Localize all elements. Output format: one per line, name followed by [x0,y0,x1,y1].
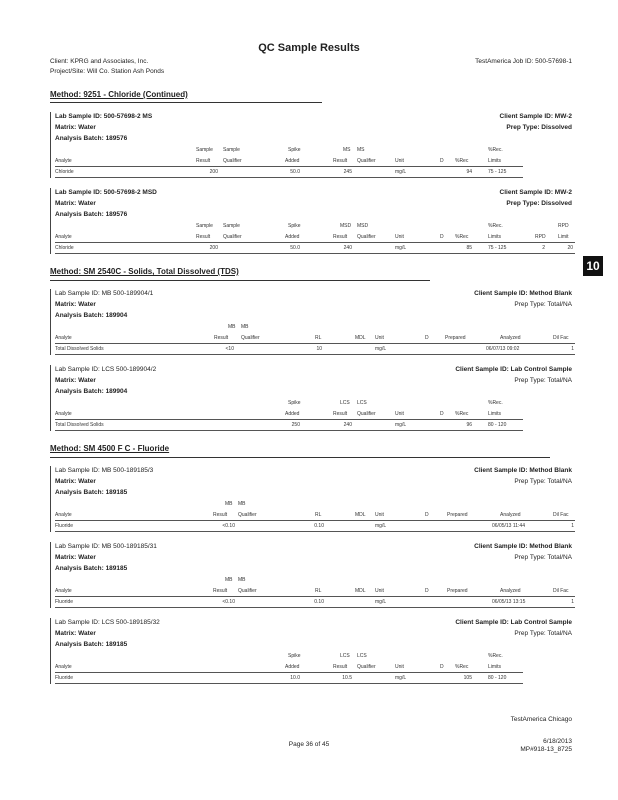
col-head: Unit [395,664,404,670]
method-divider [50,457,550,458]
col-head: MB [238,501,246,507]
lab-sample-id: Lab Sample ID: MB 500-189185/3 [55,467,154,474]
footer-lab: TestAmerica Chicago [510,716,572,723]
col-head: Qualifier [357,664,376,670]
matrix: Matrix: Water [55,124,96,131]
job-id: TestAmerica Job ID: 500-57698-1 [475,58,572,65]
col-head: Qualifier [238,512,257,518]
prep-type: Prep Type: Dissolved [506,124,572,131]
matrix: Matrix: Water [55,554,96,561]
mb-result: <10 [225,346,234,352]
mb-result: <0.10 [222,599,235,605]
unit: mg/L [375,346,387,352]
col-head: Result [333,411,348,417]
rec: 94 [466,169,472,175]
col-head: Added [285,234,300,240]
spike-added: 250 [291,422,300,428]
col-head: Unit [375,512,384,518]
rpd-limit: 20 [567,245,573,251]
analyte: Chloride [55,245,74,251]
analysis-batch: Analysis Batch: 189904 [55,312,128,319]
col-head: Result [333,664,348,670]
lab-sample-id: Lab Sample ID: 500-57698-2 MSD [55,189,157,196]
lab-sample-id: Lab Sample ID: LCS 500-189904/2 [55,366,157,373]
col-head: Limit [558,234,569,240]
col-head: Unit [395,158,404,164]
col-head: MS [343,147,351,153]
col-head: RL [315,588,322,594]
lab-sample-id: Lab Sample ID: MB 500-189185/31 [55,543,157,550]
col-head: Prepared [447,512,468,518]
col-head: Analyte [55,512,72,518]
col-head: Qualifier [223,234,242,240]
spike-added: 50.0 [290,245,300,251]
analyte: Fluoride [55,599,74,605]
col-head: Unit [395,411,404,417]
col-head: Result [196,234,211,240]
col-head: RL [315,512,322,518]
col-head: Qualifier [357,158,376,164]
col-head: Spike [288,400,301,406]
analyte: Chloride [55,169,74,175]
col-head: %Rec. [488,147,503,153]
client-sample-id: Client Sample ID: MW-2 [499,189,572,196]
project-site: Project/Site: Will Co. Station Ash Ponds [50,68,165,75]
row-rule [55,354,575,355]
header-rule [55,343,575,344]
rec: 85 [466,245,472,251]
block-bar [50,618,51,684]
col-head: Spike [288,223,301,229]
block-bar [50,466,51,532]
col-head: Analyte [55,588,72,594]
footer-date: 6/18/2013 [543,738,572,745]
prep-type: Prep Type: Total/NA [514,554,572,561]
col-head: Analyte [55,234,72,240]
col-head: Result [333,234,348,240]
prep-type: Prep Type: Total/NA [514,630,572,637]
block-bar [50,289,51,355]
col-head: Spike [288,653,301,659]
col-head: Unit [395,234,404,240]
ms-result: 245 [343,169,352,175]
analyte: Total Dissolved Solids [55,346,104,352]
block-bar [50,365,51,431]
col-head: Analyzed [500,335,521,341]
block-bar [50,188,51,254]
analysis-batch: Analysis Batch: 189576 [55,135,128,142]
col-head: LCS [357,653,367,659]
method-heading-chloride: Method: 9251 - Chloride (Continued) [50,90,188,99]
col-head: D [440,664,444,670]
col-head: MSD [340,223,352,229]
method-divider [50,280,430,281]
col-head: D [425,335,429,341]
matrix: Matrix: Water [55,200,96,207]
col-head: Spike [288,147,301,153]
analysis-batch: Analysis Batch: 189185 [55,565,128,572]
client-sample-id: Client Sample ID: Method Blank [474,290,572,297]
col-head: MDL [355,335,366,341]
client-sample-id: Client Sample ID: MW-2 [499,113,572,120]
analysis-batch: Analysis Batch: 189185 [55,641,128,648]
col-head: MB [241,324,249,330]
col-head: Result [333,158,348,164]
col-head: Result [196,158,211,164]
row-rule [55,430,523,431]
col-head: Sample [223,147,240,153]
spike-added: 50.0 [290,169,300,175]
dil-fac: 1 [571,346,574,352]
analysis-batch: Analysis Batch: 189185 [55,489,128,496]
analyte: Total Dissolved Solids [55,422,104,428]
col-head: Limits [488,158,502,164]
rl: 10 [316,346,322,352]
col-head: Result [213,588,228,594]
col-head: %Rec. [488,223,503,229]
prep-type: Prep Type: Total/NA [514,301,572,308]
header-rule [55,596,575,597]
col-head: %Rec. [488,653,503,659]
col-head: Sample [196,223,213,229]
client-sample-id: Client Sample ID: Method Blank [474,543,572,550]
col-head: Result [214,335,229,341]
page-number: Page 36 of 45 [288,741,330,748]
col-head: Analyte [55,158,72,164]
msd-result: 240 [343,245,352,251]
row-rule [55,253,575,254]
row-rule [55,607,575,608]
prep-type: Prep Type: Dissolved [506,200,572,207]
lab-sample-id: Lab Sample ID: 500-57698-2 MS [55,113,153,120]
col-head: Added [285,411,300,417]
analyzed: 06/05/13 13:15 [492,599,526,605]
prep-type: Prep Type: Total/NA [514,478,572,485]
header-rule [55,242,575,243]
col-head: LCS [357,400,367,406]
col-head: Analyte [55,664,72,670]
analyzed: 06/05/13 11:44 [492,523,525,529]
rpd: 2 [542,245,545,251]
col-head: D [440,411,444,417]
col-head: Dil Fac [553,335,569,341]
row-rule [55,683,523,684]
client-sample-id: Client Sample ID: Method Blank [474,467,572,474]
row-rule [55,531,575,532]
col-head: LCS [340,653,350,659]
analyte: Fluoride [55,675,74,681]
matrix: Matrix: Water [55,630,96,637]
unit: mg/L [375,599,387,605]
col-head: D [425,512,429,518]
header-rule [55,166,523,167]
unit: mg/L [395,422,407,428]
col-head: Added [285,158,300,164]
rl: 0.10 [314,599,324,605]
col-head: %Rec [455,158,469,164]
col-head: Qualifier [238,588,257,594]
col-head: Unit [375,335,384,341]
unit: mg/L [375,523,387,529]
block-bar [50,112,51,178]
limits: 75 - 125 [488,169,507,175]
col-head: Dil Fac [553,588,569,594]
unit: mg/L [395,245,407,251]
unit: mg/L [395,675,407,681]
col-head: Result [213,512,228,518]
col-head: %Rec [455,664,469,670]
col-head: Unit [375,588,384,594]
matrix: Matrix: Water [55,478,96,485]
col-head: Analyte [55,411,72,417]
analysis-batch: Analysis Batch: 189576 [55,211,128,218]
lab-sample-id: Lab Sample ID: MB 500-189904/1 [55,290,154,297]
col-head: D [440,158,444,164]
block-bar [50,542,51,608]
header-rule [55,520,575,521]
section-tab: 10 [583,256,603,276]
col-head: MB [238,577,246,583]
col-head: MB [228,324,236,330]
client-sample-id: Client Sample ID: Lab Control Sample [455,619,572,626]
matrix: Matrix: Water [55,301,96,308]
method-heading-fluoride: Method: SM 4500 F C - Fluoride [50,444,170,453]
col-head: D [425,588,429,594]
col-head: Limits [488,411,502,417]
col-head: MB [225,501,233,507]
analyte: Fluoride [55,523,74,529]
col-head: Prepared [447,588,468,594]
col-head: MSD [357,223,369,229]
lcs-result: 240 [343,422,352,428]
col-head: %Rec [455,411,469,417]
row-rule [55,177,523,178]
col-head: Analyzed [500,588,521,594]
analysis-batch: Analysis Batch: 189904 [55,388,128,395]
mb-result: <0.10 [222,523,235,529]
spike-added: 10.0 [290,675,300,681]
header-rule [55,672,523,673]
col-head: RL [315,335,322,341]
limits: 80 - 120 [488,675,507,681]
client-sample-id: Client Sample ID: Lab Control Sample [455,366,572,373]
col-head: MDL [355,512,366,518]
page-title: QC Sample Results [258,42,360,54]
col-head: Added [285,664,300,670]
sample-result: 200 [209,169,218,175]
prep-type: Prep Type: Total/NA [514,377,572,384]
col-head: RPD [558,223,569,229]
dil-fac: 1 [571,523,574,529]
col-head: Sample [223,223,240,229]
dil-fac: 1 [571,599,574,605]
col-head: Limits [488,664,502,670]
col-head: Qualifier [357,411,376,417]
client-name: Client: KPRG and Associates, Inc. [50,58,149,65]
col-head: Sample [196,147,213,153]
col-head: Dil Fac [553,512,569,518]
limits: 75 - 125 [488,245,507,251]
unit: mg/L [395,169,407,175]
method-divider [50,102,322,103]
sample-result: 200 [209,245,218,251]
col-head: Prepared [445,335,466,341]
method-heading-tds: Method: SM 2540C - Solids, Total Dissolved (TDS) [50,267,239,276]
col-head: Analyte [55,335,72,341]
lcs-result: 10.5 [342,675,352,681]
col-head: %Rec [455,234,469,240]
col-head: Analyzed [500,512,521,518]
analyzed: 06/07/13 09:02 [486,346,520,352]
footer-doc-id: MP#918-13_8725 [520,746,572,753]
rec: 96 [466,422,472,428]
col-head: Limits [488,234,502,240]
col-head: %Rec. [488,400,503,406]
rec: 105 [463,675,472,681]
col-head: D [440,234,444,240]
col-head: MDL [355,588,366,594]
col-head: MB [225,577,233,583]
col-head: Qualifier [241,335,260,341]
header-rule [55,419,523,420]
col-head: Qualifier [223,158,242,164]
rl: 0.10 [314,523,324,529]
col-head: RPD [535,234,546,240]
matrix: Matrix: Water [55,377,96,384]
lab-sample-id: Lab Sample ID: LCS 500-189185/32 [55,619,160,626]
col-head: MS [357,147,365,153]
limits: 80 - 120 [488,422,507,428]
col-head: LCS [340,400,350,406]
col-head: Qualifier [357,234,376,240]
